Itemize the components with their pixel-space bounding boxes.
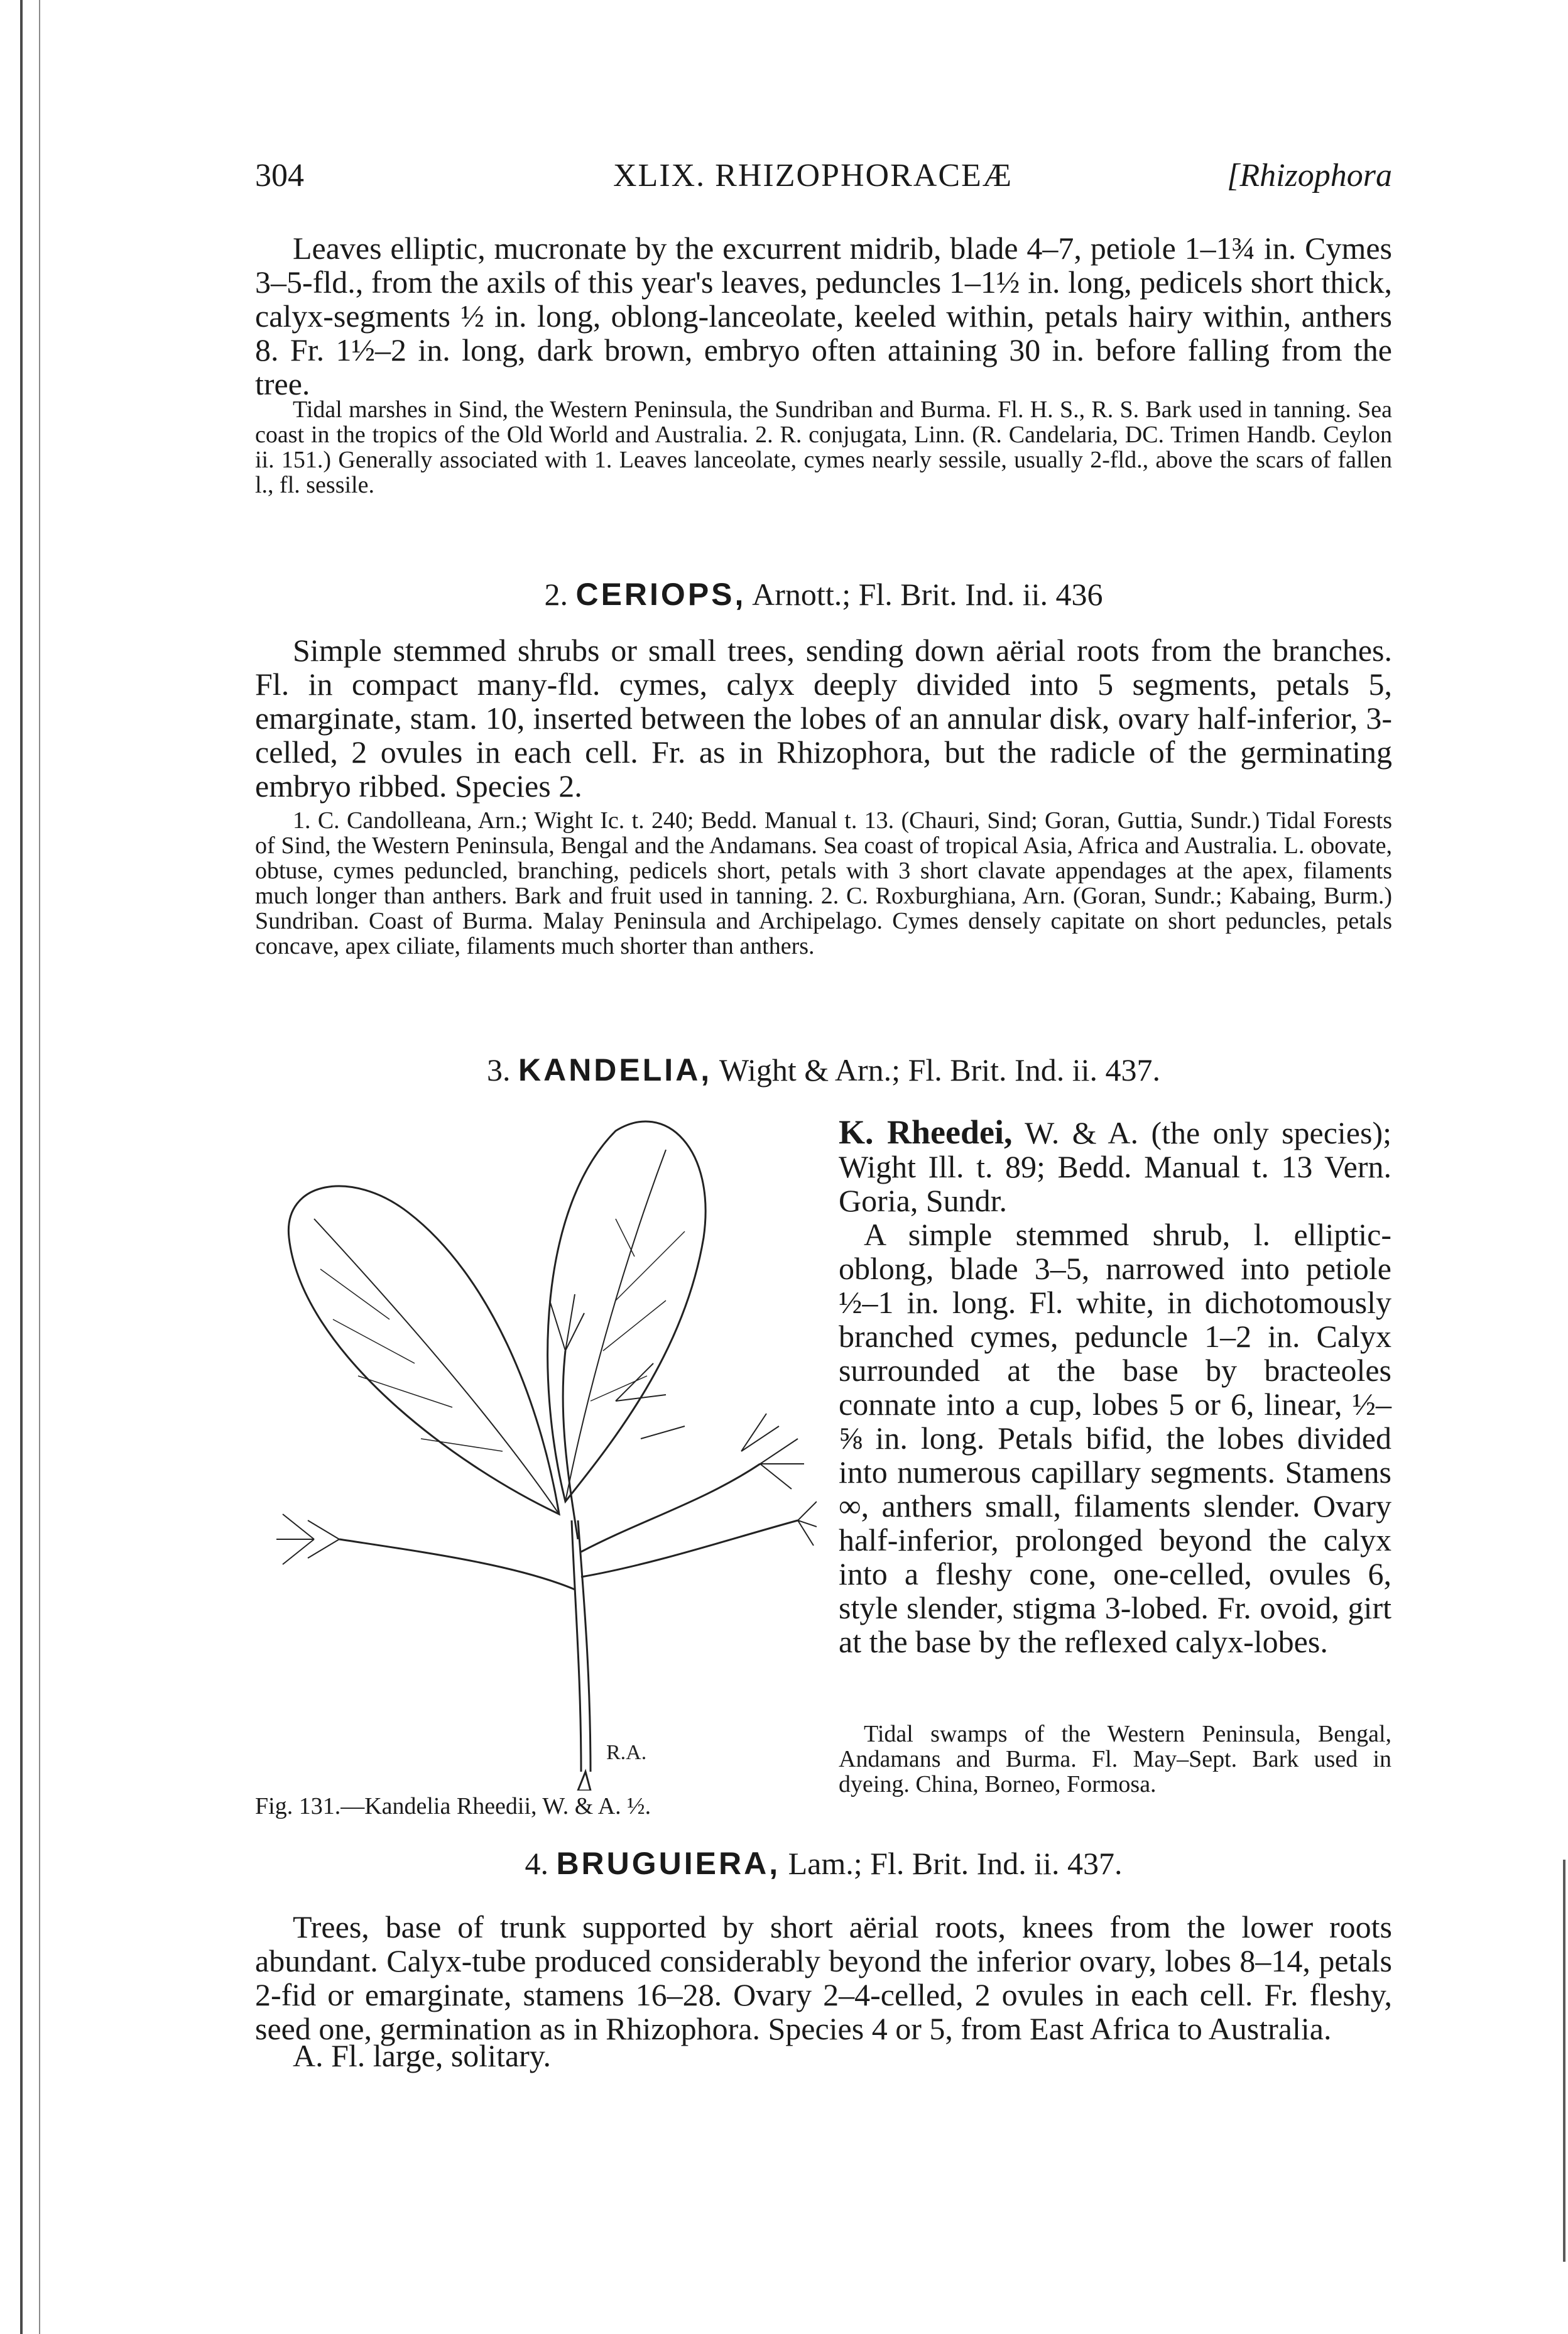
figure-initials: R.A. [606,1741,647,1764]
ceriops-citation: Arnott.; Fl. Brit. Ind. ii. 436 [752,577,1103,612]
ceriops-species: 1. C. Candolleana, Arn.; Wight Ic. t. 240; Bedd. Manual t. 13. (Chauri, Sind; Goran, Guttia, Sundr.) Tidal Forests of Sind, the Western Peninsula, Bengal and the Andamans. Sea coast of tropical Asia, Africa and Australia. L. obovate, obtuse, cymes peduncled, branching, pedicels short, petals with 3 short clavate appendages at the apex, filaments much longer than anthers. Bark and fruit used in tanning. 2. C. Roxburghiana, Arn. (Goran, Sundr.; Kabaing, Burm.) Sundriban. Coast of Burma. Malay Peninsula and Archipelago. Cymes densely capitate on short peduncles, petals concave, apex ciliate, filaments much shorter than anthers. [255,807,1392,959]
kandelia-illustration [264,1112,817,1835]
leaf-right [548,1121,705,1502]
running-header [255,157,1392,207]
kandelia-description: A simple stemmed shrub, l. elliptic-oblong, blade 3–5, narrowed into petiole ½–1 in. long. Fl. white, in dichotomously branched cymes, peduncle 1–2 in. Calyx surrounded at the base by bracteoles connate into a cup, lobes 5 or 6, linear, ½–⅝ in. long. Petals bifid, the lobes divided into numerous capillary segments. Stamens ∞, anthers small, filaments slender. Ovary half-inferior, prolonged beyond the calyx into a fleshy cone, one-celled, ovules 6, style slender, stigma 3-lobed. Fr. ovoid, girt at the base by the reflexed calyx-lobes. [839,1217,1391,1659]
rhizophora-description: Leaves elliptic, mucronate by the excurrent midrib, blade 4–7, petiole 1–1¾ in. Cymes 3–5-fld., from the axils of this year's leaves, peduncles 1–1½ in. long, pedicels short thick, calyx-segments ½ in. long, oblong-lanceolate, keeled within, petals hairy within, anthers 8. Fr. 1½–2 in. long, dark brown, embryo often attaining 30 in. before falling from the tree. [255,231,1392,401]
ceriops-name: CERIOPS, [575,577,746,612]
kandelia-species-text: W. & A. (the only species); Wight Ill. t. 89; Bedd. Manual t. 13 Vern. Goria, Sundr. [839,1115,1391,1218]
stem [572,1520,591,1772]
kandelia-citation: Wight & Arn.; Fl. Brit. Ind. ii. 437. [719,1052,1160,1088]
ceriops-number: 2. [544,577,568,612]
rhizophora-distribution: Tidal marshes in Sind, the Western Peninsula, the Sundriban and Burma. Fl. H. S., R. S. Bark used in tanning. Sea coast in the tropics of the Old World and Australia. 2. R. conjugata, Linn. (R. Candelaria, DC. Trimen Handb. Ceylon ii. 151.) Generally associated with 1. Leaves lanceolate, cymes nearly sessile, usually 2-fld., above the scars of fallen l., fl. sessile. [255,396,1392,498]
kandelia-drawing [264,1112,817,1791]
bruguiera-number: 4. [525,1846,548,1881]
kandelia-species-name: K. Rheedei, [839,1113,1013,1151]
kandelia-species-line [839,1115,1391,1218]
kandelia-distribution: Tidal swamps of the Western Peninsula, Bengal, Andamans and Burma. Fl. May–Sept. Bark used in dyeing. China, Borneo, Formosa. [839,1721,1391,1797]
kandelia-heading [255,1052,1392,1088]
figure-caption: Fig. 131.—Kandelia Rheedii, W. & A. ½. [255,1793,651,1819]
family-title: XLIX. RHIZOPHORACEÆ [613,158,1013,194]
kandelia-name: KANDELIA, [518,1052,712,1088]
binding-edge-line [20,0,23,2334]
bruguiera-citation: Lam.; Fl. Brit. Ind. ii. 437. [788,1846,1123,1881]
running-genus: [Rhizophora [1227,158,1392,194]
ceriops-heading [255,577,1392,612]
kandelia-species-block [839,1115,1391,1659]
bruguiera-heading [255,1846,1392,1881]
branch-left [339,1539,575,1590]
kandelia-number: 3. [486,1052,511,1088]
page-number: 304 [255,158,304,194]
ceriops-description: Simple stemmed shrubs or small trees, sending down aërial roots from the branches. Fl. in compact many-fld. cymes, calyx deeply divided into 5 segments, petals 5, emarginate, stam. 10, inserted between the lobes of an annular disk, ovary half-inferior, 3-celled, 2 ovules in each cell. Fr. as in Rhizophora, but the radicle of the germinating embryo ribbed. Species 2. [255,633,1392,804]
binding-edge-line-inner [39,0,40,2334]
bruguiera-name: BRUGUIERA, [556,1846,781,1881]
bruguiera-key-a: A. Fl. large, solitary. [293,2038,552,2073]
right-edge-line [1563,1860,1565,2262]
bruguiera-description: Trees, base of trunk supported by short aërial roots, knees from the lower roots abundant. Calyx-tube produced considerably beyond the inferior ovary, lobes 8–14, petals 2-fid or emarginate, stamens 16–28. Ovary 2–4-celled, 2 ovules in each cell. Fr. fleshy, seed one, germination as in Rhizophora. Species 4 or 5, from East Africa to Australia. [255,1909,1392,2046]
